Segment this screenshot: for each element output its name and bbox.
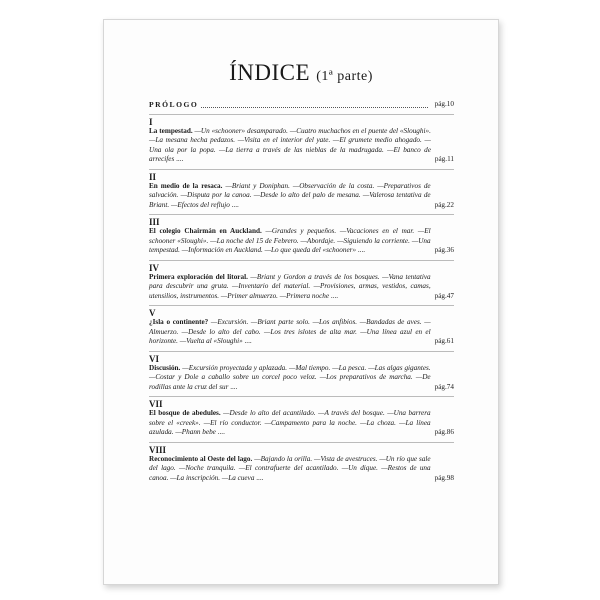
chapter-title: Discusión.	[149, 363, 183, 372]
chapter-row	[149, 182, 454, 211]
chapter-entry	[149, 351, 454, 393]
chapter-page: pág.36	[434, 246, 454, 254]
dot-leader: ....	[174, 155, 184, 163]
dot-leader: ....	[356, 246, 366, 254]
chapter-title: Primera exploración del litoral.	[149, 272, 251, 281]
dot-leader	[201, 107, 427, 108]
chapter-numeral: III	[149, 217, 160, 227]
chapter-page: pág.86	[434, 428, 454, 436]
chapter-row	[149, 318, 454, 347]
prologue-label: PRÓLOGO	[149, 100, 199, 109]
dot-leader: ....	[242, 337, 252, 345]
chapter-text	[149, 455, 431, 484]
table-of-contents	[149, 100, 454, 483]
chapter-title: Reconocimiento al Oeste del lago.	[149, 454, 255, 463]
chapter-numeral: VI	[149, 353, 160, 364]
chapter-numeral: IV	[149, 262, 160, 273]
chapter-numeral: VIII	[149, 444, 167, 455]
chapter-description: —Excursión. —Briant parte solo. —Los anfibios. —Bandadas de aves. —Almuerzo. —Desde lo alto del cabo. —Los tres islotes de alta mar. —Una línea azul en el horizonte. —Vuelta al «Sloughi»	[149, 318, 431, 345]
chapter-title: El bosque de abedules.	[149, 409, 224, 417]
chapter-entry	[149, 114, 454, 165]
prologue-entry	[149, 100, 454, 110]
chapter-title: La tempestad.	[149, 126, 195, 135]
chapter-numeral: II	[149, 171, 157, 182]
dot-leader: ....	[229, 200, 239, 209]
chapter-title: El colegio Chairmán en Auckland.	[149, 227, 266, 235]
chapter-text	[149, 318, 431, 347]
title-main: ÍNDICE	[229, 60, 317, 85]
chapter-page: pág.98	[434, 473, 454, 482]
chapter-row	[149, 127, 454, 165]
chapter-row	[149, 455, 454, 484]
dot-leader: ....	[215, 428, 225, 436]
chapter-list	[149, 114, 454, 484]
chapter-title: ¿Isla o continente?	[149, 318, 211, 326]
chapter-text	[149, 364, 431, 393]
chapter-description: —Briant y Gordon a través de los bosques. —Vana tentativa para descubrir una gruta. —Inventario del material. —Provisiones, armas, vestidos, camas, utensilios, instrumentos. —Primer almuerzo. —Primera noche	[149, 272, 431, 300]
chapter-page: pág.22	[434, 200, 454, 209]
book-page	[103, 19, 499, 585]
chapter-row	[149, 409, 454, 438]
chapter-page: pág.11	[434, 155, 454, 163]
chapter-entry	[149, 305, 454, 347]
chapter-page: pág.47	[434, 291, 454, 300]
chapter-numeral: VII	[149, 399, 163, 409]
chapter-description: —Bajando la orilla. —Vista de avestruces. —Un río que sale del lago. —Noche tranquila. —El contrafuerte del acantilado. —Un dique. —Restos de una canoa. —La inscripción. —La cueva	[149, 454, 431, 482]
chapter-description: —Excursión proyectada y aplazada. —Mal tiempo. —La pesca. —Las algas gigantes. —Costar y Dole a caballo sobre un corcel poco veloz. —Los preparativos de marcha. —De rodillas ante la cruz del sur	[149, 363, 431, 391]
chapter-entry	[149, 260, 454, 302]
dot-leader: ....	[329, 291, 339, 300]
chapter-numeral: V	[149, 308, 156, 318]
chapter-row	[149, 273, 454, 302]
chapter-title: En medio de la resaca.	[149, 181, 226, 190]
chapter-text	[149, 273, 431, 302]
chapter-entry	[149, 169, 454, 211]
chapter-entry	[149, 214, 454, 256]
chapter-text	[149, 227, 431, 256]
chapter-page: pág.74	[434, 382, 454, 391]
chapter-row	[149, 227, 454, 256]
chapter-text	[149, 182, 431, 211]
prologue-page: pág.10	[434, 100, 454, 108]
chapter-description: —Un «schooner» desamparado. —Cuatro muchachos en el puente del «Sloughi». —La mesana hecha pedazos. —Visita en el interior del yate. —El grumete medio ahogado. —Una ola por la popa. —La tierra a través de las nieblas de la madrugada. —El banco de arrecifes	[149, 126, 431, 163]
chapter-text	[149, 409, 431, 438]
chapter-text	[149, 127, 431, 165]
dot-leader: ....	[254, 473, 264, 482]
chapter-page: pág.61	[434, 337, 454, 345]
dot-leader: ....	[228, 382, 238, 391]
title-sub: (1ª parte)	[316, 69, 373, 84]
chapter-description: —Briant y Doniphan. —Observación de la costa. —Preparativos de salvación. —Disputa por la canoa. —Desde lo alto del palo de mesana. —Valerosa tentativa de Briant. —Efectos del reflujo	[149, 181, 431, 209]
chapter-numeral: I	[149, 116, 153, 127]
chapter-row	[149, 364, 454, 393]
chapter-description: —Desde lo alto del acantilado. —A través del bosque. —Una barrera sobre el «creek». —El río conductor. —Campamento para la noche. —La choza. —La línea azulada. —Phann bebe	[149, 409, 431, 436]
chapter-entry	[149, 396, 454, 438]
chapter-description: —Grandes y pequeños. —Vacaciones en el mar. —El schooner «Sloughi». —La noche del 15 de Febrero. —Abordaje. —Siguiendo la corriente. —Una tempestad. —Información en Auckland. —Lo que queda del «schooner»	[149, 227, 431, 254]
chapter-entry	[149, 442, 454, 484]
page-title	[104, 60, 498, 86]
